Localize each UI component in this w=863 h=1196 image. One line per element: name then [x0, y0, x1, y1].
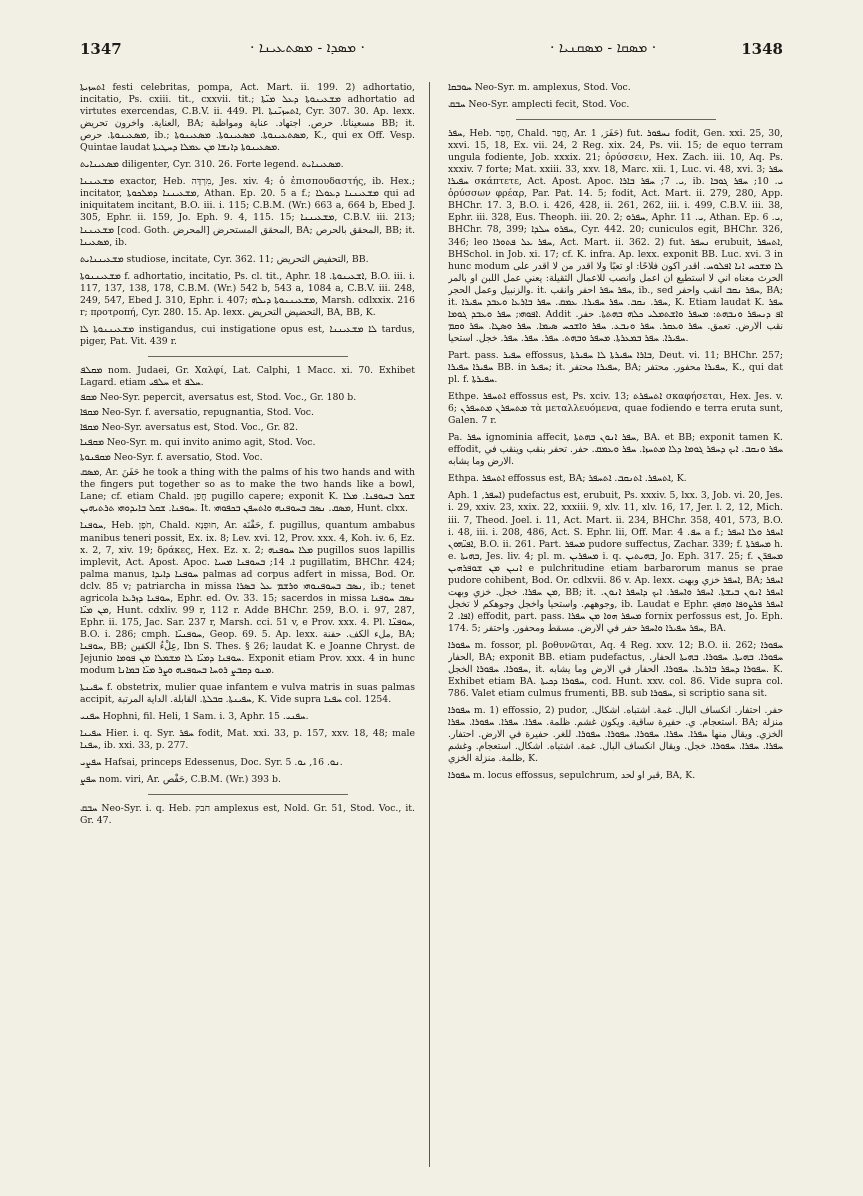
entry: ܚܦܨܝ Hafsai, princeps Edessenus, Doc. Syr. ܢܘ. 16, ܝܘ. 5. [80, 757, 343, 769]
entry: ܡܩܦ Neo-Syr. pepercit, aversatus est, Stod. Voc., Gr. 180 b. [80, 392, 357, 404]
short-entries [80, 365, 415, 464]
column-divider [429, 82, 430, 1167]
section-divider [516, 119, 716, 120]
entry: ܚܒܩ Neo-Syr. amplecti fecit, Stod. Voc. [448, 99, 630, 111]
entry: ܡܣܥܝܢܐܝܬ diligenter, Cyr. 310. 26. Forte legend. ܡܣܥܝܢܐܝܬ. [80, 159, 344, 171]
right-column [448, 82, 783, 1172]
entry: Ethpe. ܐܬܚܦܪ effossus est, Ps. xciv. 13; ܐܬܚܦܪܬ σκαφήσεται, Hex. Jes. v. 6; ܡܬܚܦܪܢ ܡܬܚܦܪܢ τὰ μεταλλευόμενα, quae fodiendo e terra eruta sunt, Galen. 7 r. [448, 391, 783, 427]
entry: ܚܦܪ, Heb. חָפַר, Chald. חֲפַר, Ar. حَفَرَ, 1) fut. ܢܚܦܘܪ fodit, Gen. xxi. 25, 30, xxvi. 15, 18, Ex. vii. 24, 2 Reg. xix. 24, Ps. vii. 15; de equo terram ungula fodiente, Job. xxxix. 21; ὀρύσσειν, Hex. Zach. iii. 10, Aq. Ps. xxxiv. 7 forte; Mat. xxiii. 33, xxv. 18, Marc. xii. 1, Luc. vi. 48, xvi. 3; ܚܦܪ ܚܦܝܪܐ σκάπτετε, Act. Apost. Apoc. ܝ. 7; ܚܦܪ ܒܐܪܐ, ib. ܝ. 10; ܚܦܪ ܓܘܒܐ ὀρύσσων φρέαρ, Par. Pat. 14. 5; fodit, Act. Mart. ii. 279, 280, App. BHChr. 17. 3, B.O. i. 426, 428, ii. 261, 262, iii. i. 499, C.B.V. iii. 38, Ephr. iii. 328, Eus. Theoph. iii. 20. 2; ܚܦܪܘ, Aphr. ܝ. 11, Athan. Ep. ܝ. 6, BHChr. 78, 399; ܚܦܪܘ ܚܠܕܐ, Cyr. 442. 20; cuniculos egit, BHChr. 326, 346; leo ܚܦܪ ܥܠ ܦܬܘܪܐ, Act. Mart. ii. 362. 2) fut. ܢܚܦܪ erubuit, ܐܬܚܦܪ, BHSchol. in Job. xi. 17; cf. K. infra. Ap. lexx. exponit BB. Luc. xvi. 3 in hunc modum ܠܐ ܡܫܟܚ ܐܢܐ ܐܦܠܘܚ. اقدر اكون فلاحًا: او تعبًا ولا اقدر من لا اقدر على الحرث معناه اني لا استطيع ان اعمل وانصب للاعمال الثقيلة: يعني عمل اللبن او بالمر والزنبيل وعمل الحجر. it. ܚܦܪ ܚܦܪ احفر وانقب, ib., sed ܚܦܪ ܢܩܒ انقب واحفر, BA; it. ܚܦܪ. ܢܩܒ. ܚܦܪ ܚܦܝܪܐ. ܥܡܩ. ܚܦܪ ܒܐܪܥܐ ܘܥܒܕ ܚܦܝܪܐ, K. Etiam laudat K. ܚܦܪ ܐܦܘܗܝ; ܚܦܪ ܘܥܒܕ ܓܘܡܐ. Addit ܐܦ ܕܢܚܦܪ ܘܢܒܗܬ: ܡܚܦܪ ܘܐܫܬܡܠܝ ܟܠܗ ܒܗܬܬܐ. حفر. نقب الارض. تعمق. ܚܦܪ ܘܥܩܪ. ܚܦܪ ܘܢܒܥ. ܚܦܪ ܘܐܫܟܚ ܣܝܡܐ. ܚܦܪ ܘܣܛܐ. ܚܦܪ ܘܩܡ ܚܦܝܪܐ. ܚܦܪ ܒܡܥܪܬܐ. ܡܚܦܪ ܘܒܗܬ. ܚܦܪ. ܚܦܪ. ܚܦܪ. خجل. استحيا. [448, 128, 783, 344]
entry: ܚܘܦܢܐ, Heb. חֹפֶן, Chald. חוּפְנָא, Ar. حَفْنَة, f. pugillus, quantum ambabus manibus teneri possit, Ex. ix. 8; Lev. xvi. 12, Prov. xxx. 4, Koh. iv. 6, Ez. x. 2, 7, xiv. 19; δράκες, Hex. Ez. x. 2; ܡܠܐ ܚܘܦܢܗ pugillos suos lapillis implevit, Act. Apost. Apoc. ܐ. 14; ܒܚܘܦܢܐ ܡܚܝܐ pugillatim, BHChr. 424; palma manus, ܚܘܦܢܐ ܕܐܝܕܐ palmas ad corpus adfert in missa, Bod. Or. dclv. 85 v; patriarcha in missa ܢܣܒ ܒܚܘܦܢܘܗܝ ܘܪܫܡ ܥܠ ܒܣܪܐ, ib.; tenet agricola ܚܘܦܢܐ ܕܙܪܥܐ, Ephr. ed. Ov. 33. 15; sacerdos in missa ܢܣܒ ܚܘܦܢܐ ܡܢ ܡܝ̈ܐ, Hunt. cdxliv. 99 r, 112 r. Adde BHChr. 259, B.O. i. 97, 287, Ephr. ii. 175, Jac. Sar. 237 r, Marsh. cci. 51 v, e Prov. xxx. 4. Pl. ܚܘܦܢ̈ܐ, B.O. i. 286; cmph. ܚܘܦܢܝ̈ܐ, Geop. 69. 5. Ap. lexx. ملء الكف. حفنة, BA; ܚܘܦܢܐ, BB; عِلْءُ الكفين, Ibn S. Thes. § 26; laudat K. e Joanne Chryst. de Jejunio ܚܘܦܢܐ ܕܡܝ̈ܐ ܠܐ ܡܫܡܠܐ ܡܢ ܦܘܡܐ. Exponit etiam Prov. xxx. 4 in hunc modum ܡܢܘ ܕܩܒܨ ܪܘܚܐ ܒܚܘܦܢܗ ܘܨܪ ܡܝ̈ܐ ܒܡܐܢܐ. [80, 520, 415, 677]
entry: ܚܦܘܪܐ m. 1) effossio, 2) pudor, حفر. احتفار. انكساف البال. غمة. اشتباه. اشكال. استعجام. ي. حفيرة ساقية. ويكون غشم. ظلمة. ܚܦܪܐ. ܚܦܪܐ. ܚܦܘܪܐ. ܚܦܪܐ. BA; منزلة الخزي. ويقال منها ܚܦܪܐ. ܚܦܪܐ. ܚܦܘܪܐ. ܚܦܘܪܐ. ܚܦܘܪܐ. للغر. حفيرة في الارض. احتفار. ܚܦܪܐ. ܚܦܪܐ. ܚܦܘܪܐ. خجل. ويقال انكساف البال. غمة. اشتباه. اشكال. استعجام. وغشم ظلمة. منزلة الخزي, K. [448, 705, 783, 765]
entry: ܚܦܘܪܐ m. locus effossus, sepulchrum, قبر او لحد, BA, K. [448, 770, 696, 782]
entry: ܚܦܨ nom. viri, Ar. حَفْص, C.B.M. (Wr.) 393 b. [80, 774, 281, 786]
entry: ܚܒܩ Neo-Syr. i. q. Heb. חבק amplexus est, Nold. Gr. 51, Stod. Voc., it. Gr. 47. [80, 803, 415, 827]
entry: ܡܫܥܝܢܢܐܝܬ studiose, incitate, Cyr. 362. 11; التحفيض التحريض, BB. [80, 253, 369, 265]
entry: ܡܫܥܝܢܢܐ exactor, Heb. מִרְדָּה, Jes. xiv. 4; ὁ ἐπισπουδαστής, ib. Hex.; incitator, ܡܫܥܝܢܢܐ ܕܡܠܟܘܬܐ, Athan. Ep. 20. 5 a f.; ܡܫܥܝܢܢܐ ܕܥܘܠܐ qui ad iniquitatem incitant, B.O. iii. i. 115; C.B.M. (Wr.) 663 a, 664 b, Ebed J. 305, Ephr. ii. 159, Jo. Eph. 9. 4, 115. 15; ܡܫܥܝܢܢܐ, C.B.V. iii. 213; ܡܫܥܝܢܢܐ [cod. Goth. المحرض] المحقق المستحرض, BA; المحقق بالحرص, BB; it. ܡܣܥܝܢܐ, ib. [80, 176, 415, 248]
entry: ܡܫܥܝܢܢܘܬܐ f. adhortatio, incitatio, Ps. cl. tit., Aphr. ܐܫܥܝܢܘܬܐ. 18, B.O. iii. i. 117, 137, 138, 178, C.B.M. (Wr.) 542 b, 543 a, 1084 a, C.B.V. iii. 248, 249, 547, Ebed J. 310, Ephr. i. 407; ܡܫܥܝܢܢܘܬܐ ܕܝܠܗ, Marsh. cdlxxix. 216 r; προτροπή, Cyr. 280. 15. Ap. lexx. التحضيض التحريض, BA, BB, K. [80, 270, 415, 318]
entry: ܡܩܦܢܐ Neo-Syr. m. qui invito animo agit, Stod. Voc. [80, 437, 316, 449]
page-number-left: 1347 [80, 40, 122, 58]
entry: Aph. ܐܚܦܪ, 1) pudefactus est, erubuit, Ps. xxxiv. 5, lxx. 3, Job. vi. 20, Jes. i. 29, xxiv. 23, xxix. 22, xxxiii. 9, xlv. 11, xlv. 16, 17, Jer. l. 2, 12, Mich. iii. 7, Theod. Joel. i. 11, Act. Mart. ii. 234, BHChr. 358, 401, 573, B.O. i. 48, iii. i. 208, 486, Act. S. Ephr. lii, Off. Mar. ܚܦ. 4 a f.; ܐܚܦܪ ܘܠܐ ܐܚܦܪ ܐܦܝ̈ܗܘܢ, B.O. ii. 261. Part. ܡܚܦܪ pudore suffectus, Zachar. 339; f. ܡܚܦܪܬܐ h. e. ܒܗܝܬܐ, Jes. liv. 4; pl. m. ܡܚܦܪܝܢ i. q. ܒܗܝܬܝܢ, Jo. Eph. 317. 25; f. ܡܚܦܪ̈ܢ ܐܢܝܢ ܡܢ ܫܘܦܪܗܝܢ e pulchritudine etiam barbarorum manus se prae pudore cohibent, Bod. Or. cdlxvii. 86 v. Ap. lexx. ܐܚܦܪ خزي وبهت, BA; ܐܚܦܪ ܡܢ ܚܦܪܐ. خجل. خزي وبهت, BB; it. ܐܚܦܪ ܐܢܘܢ ܒܝܫܬܐ. ܐܚܦܪ ܘܐܚܦܪ. ܐܝܟ ܕܐܚܦܪ ܐܢܘܢ. وجوههم. واستحيا واخجل وجوهكم لا تخجل, ib. Laudat e Ephr. ܐܚܦܪ ܦܪܨܘܦܐ ܘܗܦܟ ܐܦܐ. 2) effodit, part. pass. ܡܚܦܪ ܗܘܐ ܡܢ ܚܦܪܐ fornix perfossus est, Jo. Eph. 174. 5; ܚܦܪ ܚܦܝܪܐ ܘܐܚܦܪ حفر في الارض. مسقط ومحفور. واحتفر, BA. [448, 490, 783, 634]
left-column [80, 82, 415, 1172]
running-head-right: · ܡܣܩܐ - ܡܣܩܢܝܐ · [550, 40, 657, 56]
section-divider [148, 794, 348, 795]
entry: Ethpa. ܐܬܚܦܪ effossus est, BA; ܐܬܚܦܪ. ܐܬܢܩܒ. ܐܬܚܦܪ, K. [448, 473, 687, 485]
section-divider [148, 356, 348, 357]
page-header [80, 40, 783, 68]
entry: ܚܦܢܝ Hophni, fil. Heli, 1 Sam. i. 3, Aphr. ܚܦܢܝ. 15. [80, 711, 309, 723]
entry: Part. pass. ܚܦܝܪ effossus, ܒܐܪܐ ܚܦܝܪܬܐ ܠܐ ܚܦܝܪܬܐ, Deut. vi. 11; BHChr. 257; ܚܦܝܪܐ ܚܦܝܪܐ BB. in ܚܦܝܪ; it. ܚܦܝܪܐ محتفر, BA; ܚܦܝܪܐ محفور. محتفر, K., qui dat pl. f. ܚܦܝܪܬܐ. [448, 349, 783, 386]
entry: Pa. ܚܦܪ ignominia affecit, ܚܦܪ ܐܢܘܢ ܒܗܬܬܐ, BA. et BB; exponit tamen K. effodit, ܚܦܪ ܘܢܩܒ. ܐܝܟ ܕܚܦܪ ܓܘܡܐ ܕܠܐ ܡܬܚܙܐ. ܚܦܪ ܘܥܡܩ. حفر. تحفر بنقب وينقب في الارض وما يشابه. [448, 432, 783, 468]
entry: ܡܩܦܢܘܬܐ Neo-Syr. f. aversatio, Stod. Voc. [80, 452, 263, 464]
entry: ܡܫܥܝܢܢܘܬܐ ܠܐ instigandus, cui instigatione opus est, ܠܐ ܡܫܥܝܢܢܐ tardus, piger, Pat. Vit. 439 r. [80, 323, 415, 347]
entry: ܚܦܝܢܬܐ f. obstetrix, mulier quae infantem e vulva matris in suas palmas accipit, ܚܦܝܢܬܐ. ܩܒܠܬܐ. القابلة. الداية المرتبة, K. Vide supra ܚܦܢܐ col. 1254. [80, 682, 415, 706]
running-head-left: · ܡܣܕܐ - ܡܣܬܥܝܢܐ · [250, 40, 365, 56]
entry: ܡܣܩ, Ar. حَفَنَ he took a thing with the palms of his two hands and with the fingers put together so as to make the two hands like a bowl, Lane; cf. etiam Chald. חֲפַן pugillo capere; exponit K. ܫܩܠ ܒܚܘܦܢܐ. ܡܠܐ ܚܘܦܢܐ. ܫܩܠ ܒܐܝܕܘܗܝ ܬܪܬܝܗܝܢ. It. ܡܣܩ. ܢܣܒ ܒܚܘܦܢܗ ܘܐܬܚܦܢ ܒܟܦܘܗܝ, Hunt. clxx. [80, 467, 415, 515]
entry: ܚܘܒܩܐ Neo-Syr. m. amplexus, Stod. Voc. [448, 82, 631, 93]
entry: ܐܬܚܙܝܬܐ festi celebritas, pompa, Act. Mart. ii. 199. 2) adhortatio, incitatio, Ps. cxiii. tit., cxxvii. tit.; ܡܫܥܝܢܘܬܐ ܕܥܠ ܡܝ̈ܬܐ adhortatio ad virtutes exercendas, C.B.V. ii. 449. Pl. ܐܬܚܙܝ̈ܢܬܐ, Cyr. 307. 30. Ap. lexx. العناية. واخرون تحريض, BA; مسعيناتا. حرص. اجتهاد. عناية ومواظبة BB; it. ܡܣܥܝܢܘܬܐ. حرص, ib.; ܡܣܬܥܝܢܘܬܐ. ܡܣܥܝܢܘܬܐ. ܡܣܥܝܢܘܬܐ, K., qui ex Off. Vesp. Quintae laudat ܡܣܥܝܢܘܬܐ ܕܐܢܫܐ ܡܢ ܥܡܠܐ ܕܚܛܝܬܐ. [80, 82, 415, 154]
entry: ܚܦܝܢܐ Hier. i. q. Syr. ܚܦܪ fodit, Mat. xxi. 33, p. 157, xxv. 18, 48; male ܚܦܢܐ, ib. xxi. 33, p. 277. [80, 728, 415, 752]
entry: ܡܩܦܐ Neo-Syr. f. aversatio, repugnantia, Stod. Voc. [80, 407, 314, 419]
page-number-right: 1348 [741, 40, 783, 58]
entry: ܡܩܦܐ Neo-Syr. aversatus est, Stod. Voc., Gr. 82. [80, 422, 299, 434]
entry: ܚܦܘܪܐ m. fossor, pl. βοθυνῶται, Aq. 4 Reg. xxv. 12; B.O. ii. 262; ܚܦܘܪܐ الحفار, BA; exponit BB. etiam pudefactus, ܚܦܘܪܐ. ܒܗܝܬܐ. ܚܦܘܪܐ. ܒܗܝܬܐ الحفار. ܚܦܘܪܐ. ܚܦܘܪܐ الخجل, it. ܚܦܘܪܐ ܕܚܦܪ ܒܐܪܥܐ. ܚܦܘܪܐ. الحفار في الارض وما يشابه. K. Exhibet etiam BA. ܚܦܘܪܐ ܕܟܝܬܐ, cod. Hunt. xxv. col. 86. Vide supra col. 786. Valet etiam culmus frumenti, BB. sub ܚܦܘܪܐ, si scriptio sana sit. [448, 639, 783, 700]
entry: ܡܩܠܦ nom. Judaei, Gr. Χαλφί, Lat. Calphi, 1 Macc. xi. 70. Exhibet Lagard. etiam ܚܠܦܝ et ܚܠܦ. [80, 364, 415, 388]
